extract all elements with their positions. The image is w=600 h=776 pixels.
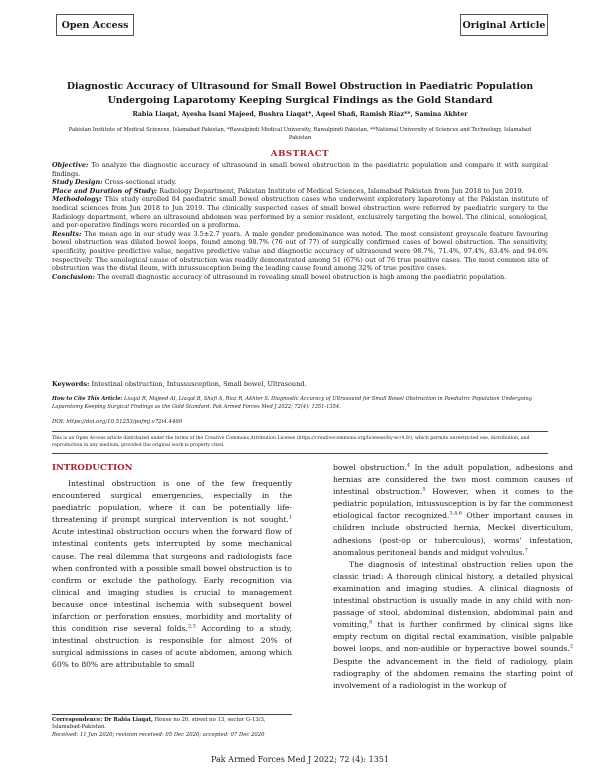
conclusion-text: The overall diagnostic accuracy of ultrasound in revealing small bowel obstruction is high among the paediatric population. xyxy=(97,272,507,281)
author-list: Rabia Liaqat, Ayesha Isani Majeed, Bushra Liaqat*, Aqeel Shafi, Ramish Riaz**, Samina Akhter xyxy=(132,111,468,118)
abstract-design xyxy=(52,178,548,187)
objective-text: To analyze the diagnostic accuracy of ultrasound in small bowel obstruction in the paediatric population and compare it with surgical findings. xyxy=(52,161,548,178)
results-label: Results: xyxy=(52,229,82,238)
page-footer: Pak Armed Forces Med J 2022; 72 (4): 1351 xyxy=(211,755,389,764)
abstract-body xyxy=(52,161,548,281)
keywords xyxy=(52,380,548,388)
article-type-badge: Original Article xyxy=(460,14,548,36)
citation-ref: 8 xyxy=(369,619,373,626)
abstract-conclusion xyxy=(52,273,548,282)
citation-ref: 2,3 xyxy=(187,623,196,630)
place-label: Place and Duration of Study: xyxy=(52,186,158,195)
footnote-divider xyxy=(52,714,292,715)
abstract-heading: ABSTRACT xyxy=(270,149,330,159)
place-text: Radiology Department, Pakistan Institute of Medical Sciences, Islamabad Pakistan from Jun 2018 to Jun 2019. xyxy=(159,186,524,195)
citation-label: How to Cite This Article: xyxy=(52,396,123,402)
results-text: The mean age in our study was 3.5±2.7 years. A male gender predominance was noted. The most consistent greyscale feature favouring bowel obstruction was dilated bowel loops, found among 98.7% (76 out of 77) of surgically confirmed cases of bowel obstruction. The sensitivity, specificity, positive predictive value, negative predictive value and diagnostic accuracy of ultrasound were 98.7%, 71.4%, 97.4%, 83.4% and 94.6% respectively. The sonological cause of obstruction was readily demonstrated among 51 (67%) out of 76 true positive cases. The most common site of obstruction was the distal ileum, with intussusception being the leading cause found among 32% of true positive cases. xyxy=(52,229,548,273)
keywords-text: Intestinal obstruction, Intussusception, Small bowel, Ultrasound. xyxy=(91,380,307,388)
body-column-left xyxy=(52,462,292,710)
divider xyxy=(52,431,548,432)
doi-link[interactable]: DOI: https://doi.org/10.51253/pafmj.v72i4.4460 xyxy=(52,419,183,425)
abstract-place xyxy=(52,187,548,196)
open-access-badge: Open Access xyxy=(56,14,134,36)
text-run: According to a study, intestinal obstruction is responsible for almost 20% of surgical admissions in cases of acute abdomen, among which 60% to 80% are attributable to small xyxy=(52,624,292,670)
intro-paragraph xyxy=(52,478,292,672)
article-title: Diagnostic Accuracy of Ultrasound for Small Bowel Obstruction in Paediatric Population Undergoing Laparotomy Keeping Surgical Findings as the Gold Standard xyxy=(66,81,534,106)
citation-ref: 4 xyxy=(406,462,410,469)
citation-text: Liaqat R, Majeed AI, Liaqat B, Shafi A, Riaz R, Akhter S. Diagnostic Accuracy of Ultrasound for Small Bowel Obstruction in Paediatric Population Undergoing Laparotomy Keeping Surgical Findings as the Gold Standard. Pak Armed Forces Med J 2022; 72(4): 1351-1354. xyxy=(52,396,533,410)
citation-ref: 2 xyxy=(569,643,573,650)
text-run: However, when it comes to the pediatric population, intussusception is by far the commonest etiological factor recognized. xyxy=(333,487,573,521)
license-notice: This is an Open Access article distributed under the terms of the Creative Commons Attribution License (https://creativecommons.org/licenses/by-nc/4.0/), which permits unrestricted use, distribution, and reproduction in any medium, provided the original work is properly cited. xyxy=(52,436,530,448)
citation-ref: 7 xyxy=(524,547,528,554)
text-run: Acute intestinal obstruction occurs when the forward flow of intestinal contents gets interrupted by some mechanical cause. The real dilemma that surgeons and radiologists face when confronted with a possible small bowel obstruction is to confirm or exclude the pathology. Early recognition via clinical and imaging studies is crucial to management because once intestinal ischemia with subsequent bowel infarction or perforation ensues, morbidity and mortality of this condition rise several folds. xyxy=(52,527,292,634)
text-run: The diagnosis of intestinal obstruction relies upon the classic triad: A thorough clinical history, a detailed physical examination and imaging studies. A clinical diagnosis of intestinal obstruction is usually made in any child with non-passage of stool, abdominal distension, abdominal pain and vomiting, xyxy=(333,559,573,630)
citation-ref: 3,4,6 xyxy=(449,510,463,517)
affiliations: Pakistan Institute of Medical Sciences, Islamabad Pakistan, *Rawalpindi Medical University, Rawalpindi Pakistan, **National University of Sciences and Technology, Islamabad Pakistan xyxy=(68,127,532,141)
text-run: bowel obstruction. xyxy=(333,463,407,472)
methodology-text: This study enrolled 84 paediatric small bowel obstruction cases who underwent exploratory laparotomy at the Pakistan institute of medical sciences from Jun 2018 to Jun 2019. The clinically suspected cases of small bowel obstruction were referred by paediatric surgery to the Radiology department, where an ultrasound abdomen was performed by a senior resident, exclusively targeting the bowel. The clinical, sonological, and per-operative findings were recorded on a proforma. xyxy=(52,195,548,230)
intro-paragraph xyxy=(333,462,573,559)
correspondence-label: Correspondence: Dr Rabia Liaqat, xyxy=(52,717,153,723)
text-run: Despite the advancement in the field of radiology, plain radiography of the abdomen remains the starting point of involvement of a radiologist in the workup of xyxy=(333,656,573,690)
conclusion-label: Conclusion: xyxy=(52,272,95,281)
text-run: that is further confirmed by clinical signs like empty rectum on digital rectal examination, visible palpable bowel loops, and non-audible or hyperactive bowel sounds. xyxy=(333,620,573,654)
text-run: In the adult population, adhesions and hernias are considered the two most common causes of intestinal obstruction. xyxy=(333,463,573,497)
body-column-right xyxy=(333,462,573,762)
objective-label: Objective: xyxy=(52,161,89,169)
text-run: Intestinal obstruction is one of the few frequently encountered surgical emergencies, especially in the paediatric population, where it can be potentially life-threatening if prompt surgical intervention is not sought. xyxy=(52,479,292,525)
article-dates: Received: 11 Jun 2020; revision received: 05 Dec 2020; accepted: 07 Dec 2020 xyxy=(52,731,265,738)
correspondence-footnote xyxy=(52,717,292,739)
divider xyxy=(52,453,548,454)
introduction-heading: INTRODUCTION xyxy=(52,463,133,473)
correspondence-address: House no 20, street no 13, sector G-13/3, Islamabad-Pakistan. xyxy=(52,717,266,731)
abstract-methodology xyxy=(52,195,548,229)
citation-ref: 1 xyxy=(288,514,292,521)
citation xyxy=(52,396,548,411)
abstract-results xyxy=(52,230,548,273)
keywords-label: Keywords: xyxy=(52,380,90,388)
design-label: Study Design: xyxy=(52,178,103,187)
intro-paragraph xyxy=(333,559,573,692)
text-run: Other important causes in children include obstructed hernia, Meckel diverticulum, adhesions (post-op or tuberculous), worms' infestation, anomalous peritoneal bands and midgut volvulus. xyxy=(333,511,573,557)
citation-ref: 5 xyxy=(422,486,426,493)
abstract-objective xyxy=(52,161,548,178)
methodology-label: Methodology: xyxy=(52,195,102,204)
design-text: Cross-sectional study. xyxy=(104,178,177,187)
